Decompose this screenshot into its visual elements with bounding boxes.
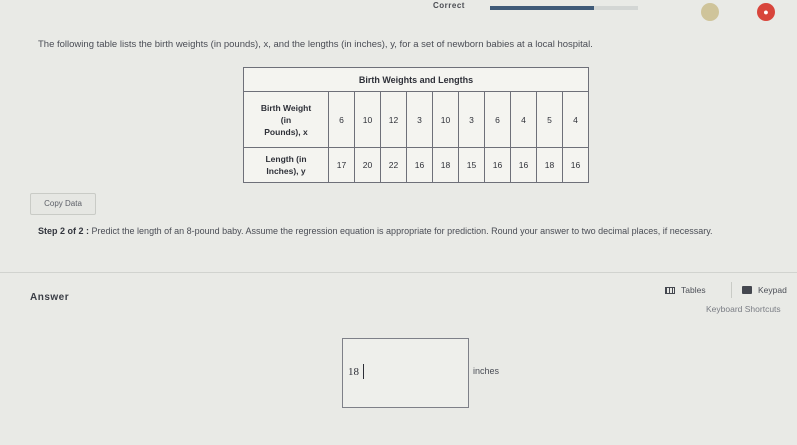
table-row: [244, 148, 589, 183]
tables-label: Tables: [681, 285, 706, 295]
y-cell: 16: [485, 148, 511, 183]
y-header-line: Length (in: [265, 154, 307, 164]
divider: [0, 272, 797, 273]
y-header-line: Inches), y: [266, 166, 306, 176]
step-text: Predict the length of an 8-pound baby. Assume the regression equation is appropriate for prediction. Round your answer to two decimal places, if necessary.: [91, 226, 713, 236]
keyboard-shortcuts-link[interactable]: Keyboard Shortcuts: [706, 304, 781, 314]
x-cell: 5: [537, 92, 563, 148]
table-row: [244, 92, 589, 148]
table-icon: [665, 287, 675, 294]
x-cell: 3: [459, 92, 485, 148]
progress-bar: [490, 6, 638, 10]
y-cell: 16: [407, 148, 433, 183]
x-cell: 4: [511, 92, 537, 148]
keypad-button[interactable]: [742, 283, 787, 297]
status-text: Correct: [433, 1, 465, 10]
tables-button[interactable]: [665, 283, 706, 297]
y-cell: 17: [329, 148, 355, 183]
x-cell: 10: [355, 92, 381, 148]
x-cell: 12: [381, 92, 407, 148]
problem-intro: The following table lists the birth weights (in pounds), x, and the lengths (in inches), y, for a set of newborn babies at a local hospital.: [38, 39, 593, 50]
data-table: [243, 67, 589, 183]
toolbar-divider: [731, 282, 732, 298]
x-cell: 10: [433, 92, 459, 148]
x-header-line: (in: [280, 114, 292, 125]
alert-button[interactable]: ●: [757, 3, 775, 21]
unit-label: inches: [473, 366, 500, 376]
x-cell: 3: [407, 92, 433, 148]
text-caret: [363, 364, 364, 379]
answer-label: Answer: [30, 292, 70, 303]
x-cell: 6: [329, 92, 355, 148]
y-header: [244, 148, 329, 183]
keypad-icon: [742, 286, 752, 294]
y-cell: 16: [511, 148, 537, 183]
keypad-label: Keypad: [758, 285, 787, 295]
x-cell: 4: [563, 92, 589, 148]
step-instructions: [38, 224, 773, 238]
step-label: Step 2 of 2 :: [38, 226, 90, 236]
hint-button[interactable]: [701, 3, 719, 21]
y-cell: 20: [355, 148, 381, 183]
x-cell: 6: [485, 92, 511, 148]
y-cell: 18: [537, 148, 563, 183]
x-header: [244, 92, 329, 148]
y-cell: 22: [381, 148, 407, 183]
top-bar: [0, 0, 797, 20]
x-header-line: Pounds), x: [264, 126, 308, 137]
progress-fill: [490, 6, 594, 10]
table-title: Birth Weights and Lengths: [244, 68, 589, 92]
y-cell: 16: [563, 148, 589, 183]
x-header-line: Birth Weight: [260, 102, 312, 113]
copy-data-button[interactable]: Copy Data: [30, 193, 96, 215]
answer-input[interactable]: [348, 366, 388, 378]
y-cell: 18: [433, 148, 459, 183]
y-cell: 15: [459, 148, 485, 183]
